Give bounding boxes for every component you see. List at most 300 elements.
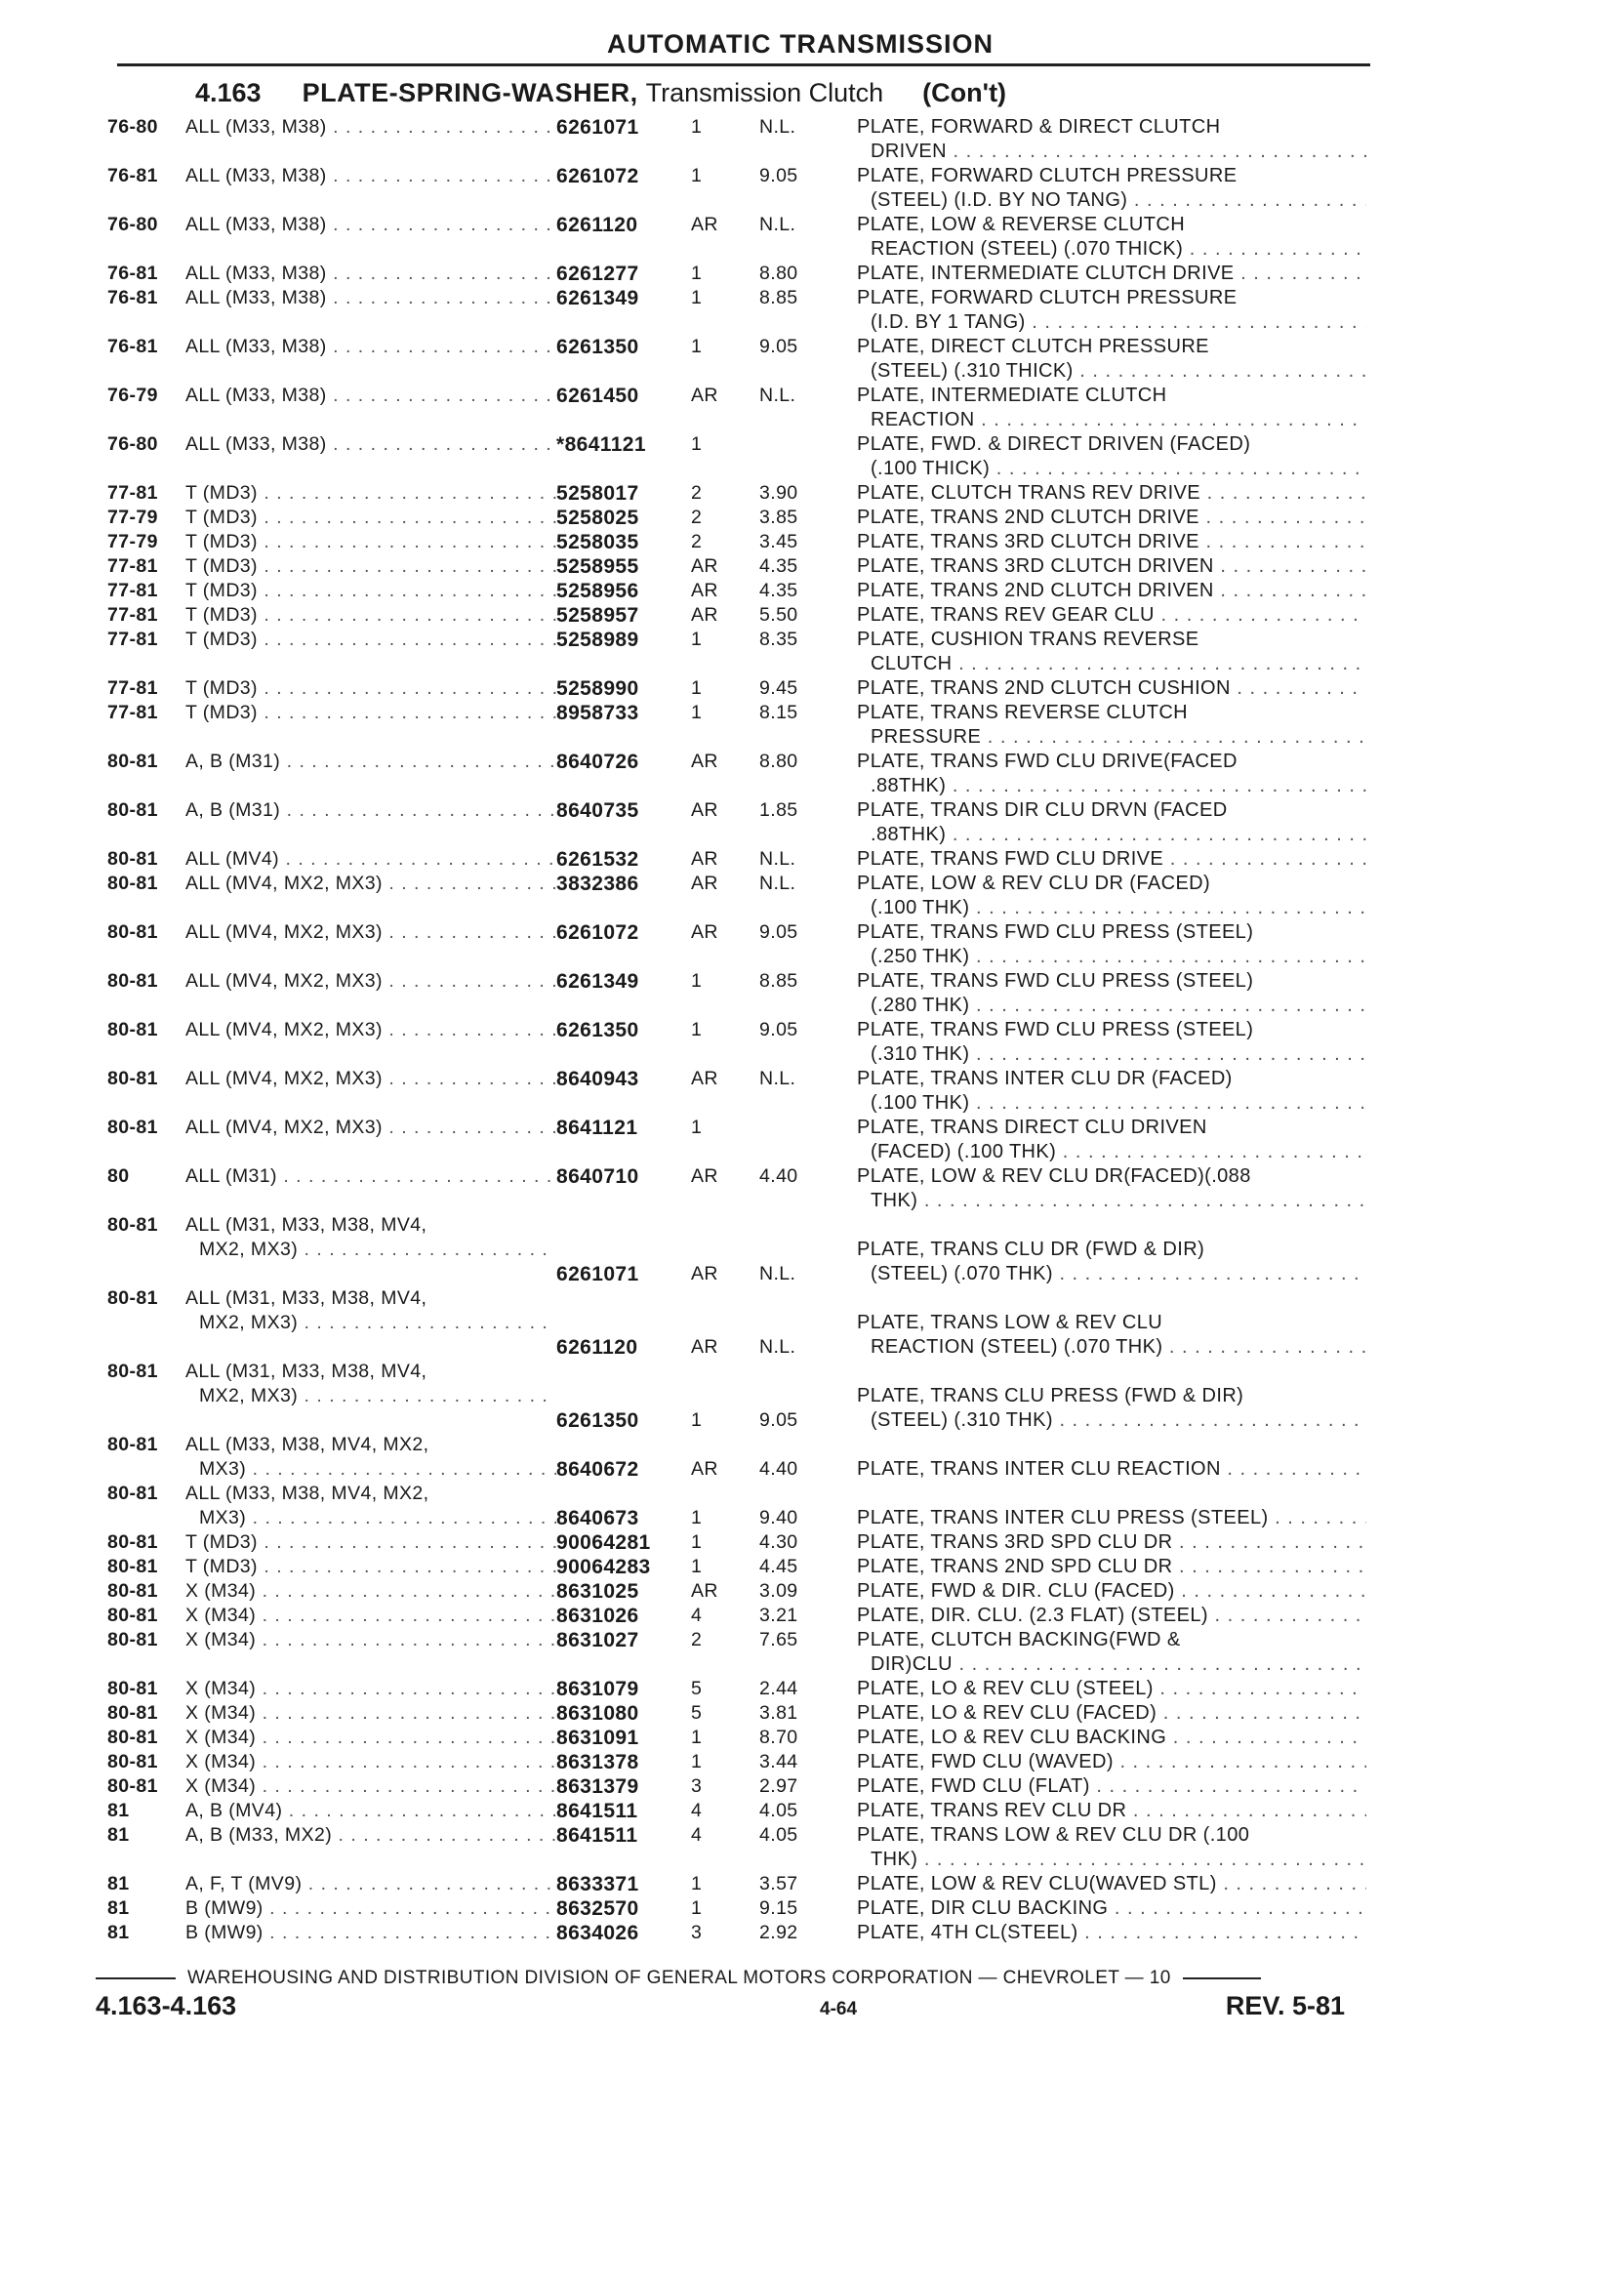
row-description: [857, 1896, 1366, 1921]
row-part-number: 6261277: [556, 263, 639, 285]
row-model-line: X (M34) . . .: [185, 1628, 556, 1652]
table-row: [107, 750, 1366, 798]
table-row: [107, 1726, 1366, 1750]
row-description-line: DRIVEN . . .: [857, 140, 1366, 164]
table-row: [107, 1579, 1366, 1604]
row-description-line: PLATE, TRANS INTER CLU PRESS (STEEL) . . .: [857, 1506, 1366, 1530]
row-model-line: T (MD3) . . .: [185, 603, 556, 628]
table-row: [107, 1872, 1366, 1896]
row-quantity: 1: [691, 970, 703, 992]
row-model-line: A, B (MV4) . . .: [185, 1799, 556, 1823]
row-description-line: (STEEL) (.310 THICK) . . .: [857, 359, 1366, 384]
row-quantity: 1: [691, 1117, 703, 1138]
row-quantity: 1: [691, 1507, 703, 1528]
row-part-number: 8631025: [556, 1580, 639, 1603]
footer-section-range: 4.163-4.163: [96, 1991, 237, 2020]
row-model: [185, 1921, 556, 1945]
row-model-line: T (MD3) . . .: [185, 628, 556, 652]
row-quantity: 4: [691, 1605, 703, 1626]
footer-rule-left: [96, 1977, 176, 1979]
row-description-line: PLATE, TRANS FWD CLU PRESS (STEEL): [857, 921, 1254, 943]
row-description-line: PLATE, FORWARD & DIRECT CLUTCH: [857, 116, 1221, 138]
row-description-line: PLATE, TRANS CLU PRESS (FWD & DIR): [857, 1385, 1244, 1406]
row-part-number: 8631079: [556, 1678, 639, 1700]
row-description-line: PLATE, DIRECT CLUTCH PRESSURE: [857, 336, 1209, 357]
row-quantity: 1: [691, 1897, 703, 1919]
row-year: 80-81: [107, 1727, 158, 1748]
row-model: [185, 1116, 556, 1164]
row-price: 4.05: [759, 1800, 798, 1821]
row-quantity: AR: [691, 1068, 718, 1089]
row-price: 8.35: [759, 629, 798, 650]
row-model: [185, 750, 556, 798]
row-price: 8.85: [759, 287, 798, 308]
page-footer: [96, 1968, 1355, 2021]
row-description: [857, 1604, 1366, 1628]
row-price: 9.05: [759, 1019, 798, 1040]
row-model-line: X (M34) . . .: [185, 1701, 556, 1726]
row-description-line: PLATE, TRANS DIR CLU DRVN (FACED: [857, 799, 1228, 821]
row-price: N.L.: [759, 385, 796, 406]
row-quantity: AR: [691, 555, 718, 577]
row-model: [185, 969, 556, 1018]
row-description: [857, 1628, 1366, 1677]
row-year: 80-81: [107, 848, 158, 870]
table-row: [107, 1018, 1366, 1067]
row-price: 8.70: [759, 1727, 798, 1748]
row-model: [185, 554, 556, 579]
row-part-number: 6261532: [556, 848, 639, 871]
row-model-line: T (MD3) . . .: [185, 530, 556, 554]
table-row: [107, 262, 1366, 286]
row-model-line: ALL (MV4, MX2, MX3) . . .: [185, 1116, 556, 1140]
row-year: 77-81: [107, 677, 158, 699]
row-model-line: ALL (M33, M38) . . .: [185, 432, 556, 457]
row-description-line: PLATE, TRANS REV GEAR CLU . . .: [857, 603, 1366, 628]
table-row: [107, 115, 1366, 164]
row-quantity: 2: [691, 1629, 703, 1650]
row-year: 80-81: [107, 799, 158, 821]
row-description-line: PLATE, INTERMEDIATE CLUTCH: [857, 385, 1167, 406]
row-model-line: ALL (MV4, MX2, MX3) . . .: [185, 920, 556, 945]
parts-list: [107, 115, 1366, 1945]
row-year: 80-81: [107, 1483, 158, 1504]
row-price: 4.35: [759, 580, 798, 601]
row-quantity: AR: [691, 580, 718, 601]
row-part-number: 8958733: [556, 702, 639, 724]
row-description: [857, 1286, 1366, 1360]
section-heading: [195, 78, 1006, 108]
row-model-line: ALL (M33, M38, MV4, MX2,: [185, 1483, 429, 1504]
row-model-line: ALL (MV4, MX2, MX3) . . .: [185, 1067, 556, 1091]
row-model-line: T (MD3) . . .: [185, 481, 556, 506]
row-part-number: 5258957: [556, 604, 639, 627]
row-model-line: ALL (M33, M38) . . .: [185, 164, 556, 188]
row-price: 2.44: [759, 1678, 798, 1699]
row-description: [857, 1360, 1366, 1433]
row-price: 9.05: [759, 921, 798, 943]
row-part-number: 5258025: [556, 507, 639, 529]
row-model: [185, 628, 556, 676]
row-year: 77-81: [107, 555, 158, 577]
table-row: [107, 579, 1366, 603]
row-quantity: AR: [691, 214, 718, 235]
row-description: [857, 530, 1366, 554]
row-model-line: ALL (M31, M33, M38, MV4,: [185, 1287, 427, 1309]
row-model-line: A, B (M33, MX2) . . .: [185, 1823, 556, 1848]
row-year: 81: [107, 1922, 130, 1943]
row-price: N.L.: [759, 1068, 796, 1089]
table-row: [107, 1482, 1366, 1530]
table-row: [107, 481, 1366, 506]
row-model: [185, 1530, 556, 1555]
row-model-line: A, B (M31) . . .: [185, 750, 556, 774]
row-part-number: 6261071: [556, 116, 639, 139]
row-quantity: 1: [691, 677, 703, 699]
row-price: N.L.: [759, 873, 796, 894]
table-row: [107, 1677, 1366, 1701]
section-continued: (Con't): [922, 78, 1007, 107]
row-part-number: 90064283: [556, 1556, 651, 1578]
row-description-line: PLATE, LO & REV CLU (FACED) . . .: [857, 1701, 1366, 1726]
row-model: [185, 701, 556, 750]
row-part-number: 6261120: [556, 1336, 638, 1359]
row-description: [857, 1872, 1366, 1896]
row-description-line: PLATE, TRANS INTER CLU DR (FACED): [857, 1068, 1233, 1089]
footer-division: WAREHOUSING AND DISTRIBUTION DIVISION OF GENERAL MOTORS CORPORATION — CHEVROLET — 10: [187, 1968, 1171, 1988]
row-quantity: 1: [691, 116, 703, 138]
row-quantity: 1: [691, 1751, 703, 1772]
table-row: [107, 164, 1366, 213]
row-description: [857, 1213, 1366, 1286]
row-year: 80-81: [107, 1678, 158, 1699]
row-description-line: PLATE, TRANS FWD CLU PRESS (STEEL): [857, 1019, 1254, 1040]
row-model: [185, 1774, 556, 1799]
row-quantity: 5: [691, 1678, 703, 1699]
row-price: N.L.: [759, 1263, 796, 1284]
table-row: [107, 872, 1366, 920]
row-description-line: PLATE, TRANS REV CLU DR . . .: [857, 1799, 1366, 1823]
row-model: [185, 1896, 556, 1921]
table-row: [107, 554, 1366, 579]
row-description: [857, 164, 1366, 213]
row-description: [857, 872, 1366, 920]
row-description: [857, 1799, 1366, 1823]
row-model: [185, 481, 556, 506]
row-year: 81: [107, 1897, 130, 1919]
page-title: AUTOMATIC TRANSMISSION: [607, 29, 994, 59]
row-description-line: PLATE, TRANS FWD CLU DRIVE . . .: [857, 847, 1366, 872]
row-model-line: ALL (M33, M38) . . .: [185, 213, 556, 237]
row-model: [185, 115, 556, 164]
row-model: [185, 579, 556, 603]
row-part-number: 8631026: [556, 1605, 639, 1627]
row-price: 4.45: [759, 1556, 798, 1577]
row-description-line: PLATE, DIR CLU BACKING . . .: [857, 1896, 1366, 1921]
row-year: 80-81: [107, 1287, 158, 1309]
row-price: 3.09: [759, 1580, 798, 1602]
row-price: 5.50: [759, 604, 798, 626]
row-year: 76-81: [107, 165, 158, 186]
table-row: [107, 1896, 1366, 1921]
row-quantity: 1: [691, 263, 703, 284]
row-model: [185, 603, 556, 628]
row-description-line: (STEEL) (I.D. BY NO TANG) . . .: [857, 188, 1366, 213]
row-model-line: MX3) . . .: [185, 1506, 556, 1530]
row-part-number: 6261071: [556, 1263, 639, 1285]
footer-rule-right: [1183, 1977, 1261, 1979]
table-row: [107, 628, 1366, 676]
row-price: 4.35: [759, 555, 798, 577]
row-description: [857, 1067, 1366, 1116]
row-year: 77-81: [107, 604, 158, 626]
row-description-line: PLATE, LOW & REV CLU DR(FACED)(.088: [857, 1165, 1251, 1187]
row-description: [857, 1677, 1366, 1701]
row-part-number: 8640672: [556, 1458, 639, 1481]
row-part-number: 8631378: [556, 1751, 639, 1773]
row-description: [857, 335, 1366, 384]
row-model: [185, 1799, 556, 1823]
row-year: 76-81: [107, 336, 158, 357]
row-model-line: ALL (M31, M33, M38, MV4,: [185, 1361, 427, 1382]
row-price: 3.81: [759, 1702, 798, 1724]
table-row: [107, 286, 1366, 335]
row-description: [857, 1530, 1366, 1555]
row-model-line: X (M34) . . .: [185, 1677, 556, 1701]
row-model-line: T (MD3) . . .: [185, 701, 556, 725]
row-part-number: 8632570: [556, 1897, 639, 1920]
row-description-line: PLATE, CLUTCH BACKING(FWD &: [857, 1629, 1181, 1650]
row-price: 9.05: [759, 1409, 798, 1431]
row-model: [185, 1018, 556, 1067]
row-description-line: PLATE, TRANS LOW & REV CLU DR (.100: [857, 1824, 1250, 1846]
row-description: [857, 1482, 1366, 1530]
row-part-number: 5258017: [556, 482, 639, 505]
row-year: 80-81: [107, 751, 158, 772]
row-part-number: 5258989: [556, 629, 639, 651]
row-price: N.L.: [759, 214, 796, 235]
row-description: [857, 506, 1366, 530]
row-model-line: X (M34) . . .: [185, 1774, 556, 1799]
row-model-line: ALL (M33, M38) . . .: [185, 286, 556, 310]
row-model: [185, 530, 556, 554]
table-row: [107, 1823, 1366, 1872]
row-description-line: PLATE, CUSHION TRANS REVERSE: [857, 629, 1199, 650]
row-year: 77-81: [107, 580, 158, 601]
row-description-line: THK) . . .: [857, 1848, 1366, 1872]
row-part-number: 8641121: [556, 1117, 638, 1139]
row-part-number: 5258955: [556, 555, 639, 578]
row-year: 80-81: [107, 921, 158, 943]
row-description-line: THK) . . .: [857, 1189, 1366, 1213]
row-description: [857, 1116, 1366, 1164]
row-part-number: 8631080: [556, 1702, 639, 1725]
table-row: [107, 1774, 1366, 1799]
row-description-line: PLATE, LO & REV CLU (STEEL) . . .: [857, 1677, 1366, 1701]
row-description-line: (.100 THK) . . .: [857, 896, 1366, 920]
row-part-number: 90064281: [556, 1531, 651, 1554]
row-year: 80-81: [107, 1751, 158, 1772]
row-price: 3.90: [759, 482, 798, 504]
row-year: 80-81: [107, 1214, 158, 1236]
row-price: 4.40: [759, 1165, 798, 1187]
row-year: 80-81: [107, 1556, 158, 1577]
row-part-number: 6261349: [556, 287, 639, 309]
row-part-number: 6261450: [556, 385, 639, 407]
row-model: [185, 1555, 556, 1579]
row-description-line: PLATE, TRANS FWD CLU DRIVE(FACED: [857, 751, 1238, 772]
row-model-line: X (M34) . . .: [185, 1579, 556, 1604]
row-description: [857, 920, 1366, 969]
row-price: N.L.: [759, 848, 796, 870]
row-quantity: AR: [691, 1263, 718, 1284]
row-part-number: 6261072: [556, 165, 639, 187]
row-model: [185, 1677, 556, 1701]
row-description-line: PLATE, TRANS INTER CLU REACTION . . .: [857, 1457, 1366, 1482]
row-description: [857, 554, 1366, 579]
row-description-line: PLATE, TRANS LOW & REV CLU: [857, 1312, 1163, 1333]
row-description-line: PLATE, LOW & REV CLU DR (FACED): [857, 873, 1211, 894]
row-description-line: PLATE, CLUTCH TRANS REV DRIVE . . .: [857, 481, 1366, 506]
row-model-line: B (MW9) . . .: [185, 1921, 556, 1945]
row-model: [185, 1872, 556, 1896]
row-year: 76-80: [107, 433, 158, 455]
row-description-line: PLATE, TRANS REVERSE CLUTCH: [857, 702, 1189, 723]
row-quantity: 1: [691, 702, 703, 723]
row-model-line: T (MD3) . . .: [185, 1555, 556, 1579]
row-model-line: T (MD3) . . .: [185, 676, 556, 701]
row-model-line: ALL (MV4) . . .: [185, 847, 556, 872]
row-model-line: A, F, T (MV9) . . .: [185, 1872, 556, 1896]
row-description-line: REACTION (STEEL) (.070 THK) . . .: [857, 1335, 1366, 1360]
table-row: [107, 213, 1366, 262]
row-quantity: 1: [691, 287, 703, 308]
row-model: [185, 1579, 556, 1604]
row-price: 3.45: [759, 531, 798, 552]
row-part-number: 6261120: [556, 214, 638, 236]
row-year: 76-80: [107, 214, 158, 235]
row-part-number: 8640735: [556, 799, 639, 822]
row-description-line: (.250 THK) . . .: [857, 945, 1366, 969]
row-price: 2.97: [759, 1775, 798, 1797]
row-description-line: .88THK) . . .: [857, 774, 1366, 798]
row-description-line: PRESSURE . . .: [857, 725, 1366, 750]
row-year: 81: [107, 1824, 130, 1846]
table-row: [107, 506, 1366, 530]
row-description-line: PLATE, DIR. CLU. (2.3 FLAT) (STEEL) . . .: [857, 1604, 1366, 1628]
row-part-number: 6261350: [556, 1409, 639, 1432]
row-year: 80-81: [107, 1019, 158, 1040]
row-price: N.L.: [759, 116, 796, 138]
row-quantity: 3: [691, 1775, 703, 1797]
row-description-line: PLATE, LOW & REV CLU(WAVED STL) . . .: [857, 1872, 1366, 1896]
row-model: [185, 676, 556, 701]
row-part-number: 5258990: [556, 677, 639, 700]
row-description-line: PLATE, FWD CLU (WAVED) . . .: [857, 1750, 1366, 1774]
row-description: [857, 1726, 1366, 1750]
row-model-line: ALL (MV4, MX2, MX3) . . .: [185, 872, 556, 896]
row-quantity: 5: [691, 1702, 703, 1724]
table-row: [107, 1555, 1366, 1579]
section-number: 4.163: [195, 78, 262, 107]
row-model: [185, 1628, 556, 1677]
row-price: 3.57: [759, 1873, 798, 1894]
row-description-line: (FACED) (.100 THK) . . .: [857, 1140, 1366, 1164]
row-quantity: AR: [691, 921, 718, 943]
section-title: PLATE-SPRING-WASHER,: [302, 78, 638, 107]
row-description-line: PLATE, TRANS 3RD CLUTCH DRIVEN . . .: [857, 554, 1366, 579]
row-description-line: PLATE, TRANS DIRECT CLU DRIVEN: [857, 1117, 1207, 1138]
row-quantity: 1: [691, 1556, 703, 1577]
row-description-line: PLATE, TRANS 2ND CLUTCH DRIVEN . . .: [857, 579, 1366, 603]
row-price: 8.80: [759, 751, 798, 772]
row-model-line: ALL (MV4, MX2, MX3) . . .: [185, 1018, 556, 1042]
table-row: [107, 1286, 1366, 1360]
row-year: 76-80: [107, 116, 158, 138]
footer-revision: REV. 5-81: [1225, 1991, 1345, 2020]
row-model-line: T (MD3) . . .: [185, 1530, 556, 1555]
row-quantity: 3: [691, 1922, 703, 1943]
row-price: 3.44: [759, 1751, 798, 1772]
row-part-number: 8641511: [556, 1800, 638, 1822]
row-model-line: A, B (M31) . . .: [185, 798, 556, 823]
row-price: 8.85: [759, 970, 798, 992]
row-model: [185, 1164, 556, 1213]
row-part-number: 5258035: [556, 531, 639, 553]
row-year: 80-81: [107, 1434, 158, 1455]
row-model: [185, 213, 556, 262]
row-description-line: .88THK) . . .: [857, 823, 1366, 847]
row-part-number: 6261350: [556, 336, 639, 358]
row-quantity: AR: [691, 385, 718, 406]
row-description: [857, 676, 1366, 701]
table-row: [107, 335, 1366, 384]
row-part-number: 8640726: [556, 751, 639, 773]
row-description: [857, 798, 1366, 847]
row-year: 80-81: [107, 873, 158, 894]
table-row: [107, 969, 1366, 1018]
row-quantity: 1: [691, 1019, 703, 1040]
row-model-line: T (MD3) . . .: [185, 554, 556, 579]
row-quantity: AR: [691, 1580, 718, 1602]
row-description: [857, 847, 1366, 872]
row-year: 80: [107, 1165, 130, 1187]
row-model-line: ALL (M31, M33, M38, MV4,: [185, 1214, 427, 1236]
table-row: [107, 1701, 1366, 1726]
row-model: [185, 1750, 556, 1774]
table-row: [107, 676, 1366, 701]
table-row: [107, 1799, 1366, 1823]
row-year: 81: [107, 1873, 130, 1894]
row-model: [185, 1360, 556, 1433]
row-quantity: 1: [691, 1409, 703, 1431]
row-description-line: REACTION (STEEL) (.070 THICK) . . .: [857, 237, 1366, 262]
row-quantity: 1: [691, 1873, 703, 1894]
row-description-line: PLATE, LO & REV CLU BACKING . . .: [857, 1726, 1366, 1750]
table-row: [107, 1213, 1366, 1286]
row-model-line: MX2, MX3) . . .: [185, 1384, 556, 1408]
row-quantity: AR: [691, 1336, 718, 1358]
row-quantity: 1: [691, 433, 703, 455]
row-part-number: 8641511: [556, 1824, 638, 1847]
row-description: [857, 1823, 1366, 1872]
table-row: [107, 1433, 1366, 1482]
row-model-line: B (MW9) . . .: [185, 1896, 556, 1921]
row-price: 2.92: [759, 1922, 798, 1943]
row-model-line: ALL (M33, M38) . . .: [185, 335, 556, 359]
row-year: 80-81: [107, 1068, 158, 1089]
row-model-line: MX3) . . .: [185, 1457, 556, 1482]
